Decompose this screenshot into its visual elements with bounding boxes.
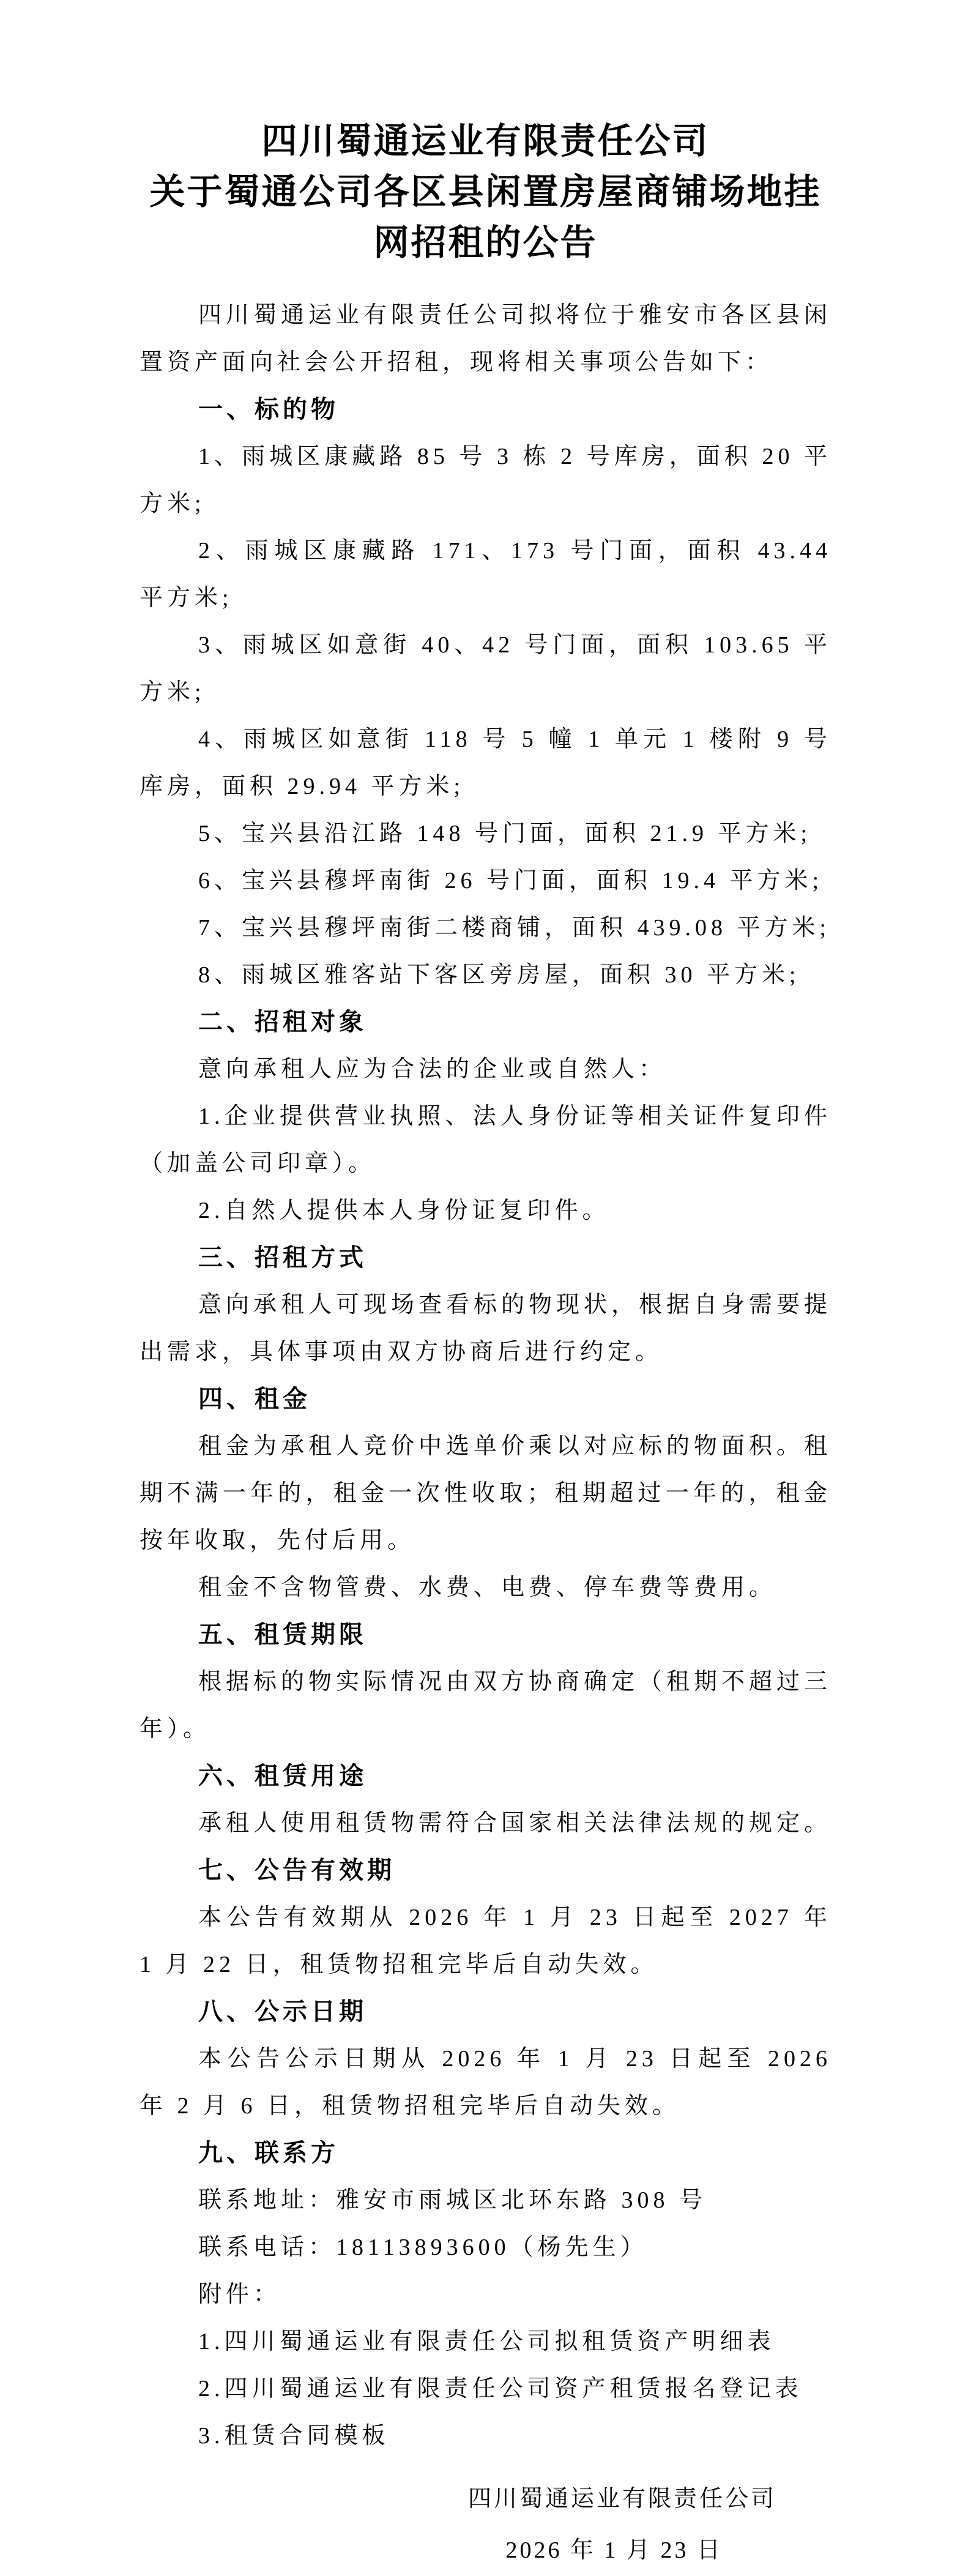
attachment-item-2: 2.四川蜀通运业有限责任公司资产租赁报名登记表 bbox=[198, 2375, 803, 2402]
document-body bbox=[140, 292, 831, 2460]
contact-address: 联系地址：雅安市雨城区北环东路 308 号 bbox=[198, 2187, 707, 2213]
rent-paragraph-1: 租金为承租人竞价中选单价乘以对应标的物面积。租期不满一年的，租金一次性收取；租期超过一年的，租金按年收取，先付后用。 bbox=[140, 1433, 832, 1553]
validity-period-paragraph: 本公告有效期从 2026 年 1 月 23 日起至 2027 年 1 月 22 日，租赁物招租完毕后自动失效。 bbox=[140, 1904, 831, 1977]
section-heading-rent: 四、租金 bbox=[198, 1385, 311, 1413]
section-heading-lease-term: 五、租赁期限 bbox=[198, 1621, 367, 1648]
subject-item-6: 6、宝兴县穆坪南街 26 号门面，面积 19.4 平方米; bbox=[198, 867, 824, 894]
lease-targets-intro: 意向承租人应为合法的企业或自然人： bbox=[198, 1056, 667, 1082]
document-title bbox=[140, 116, 831, 268]
lease-term-paragraph: 根据标的物实际情况由双方协商确定（租期不超过三年）。 bbox=[140, 1668, 832, 1742]
subject-item-7: 7、宝兴县穆坪南街二楼商铺，面积 439.08 平方米; bbox=[198, 914, 831, 941]
section-heading-contact: 九、联系方 bbox=[198, 2139, 339, 2167]
lease-targets-item-1: 1.企业提供营业执照、法人身份证等相关证件复印件（加盖公司印章）。 bbox=[140, 1103, 831, 1176]
subject-item-8: 8、雨城区雅客站下客区旁房屋，面积 30 平方米; bbox=[198, 961, 800, 988]
document-title-line-3: 网招租的公告 bbox=[373, 222, 598, 263]
publicity-date-paragraph: 本公告公示日期从 2026 年 1 月 23 日起至 2026 年 2 月 6 日，租赁物招租完毕后自动失效。 bbox=[140, 2045, 831, 2119]
lease-usage-paragraph: 承租人使用租赁物需符合国家相关法律法规的规定。 bbox=[198, 1810, 832, 1836]
section-heading-validity-period: 七、公告有效期 bbox=[198, 1856, 395, 1884]
lease-method-paragraph: 意向承租人可现场查看标的物现状，根据自身需要提出需求，具体事项由双方协商后进行约定。 bbox=[140, 1291, 832, 1365]
intro-paragraph: 四川蜀通运业有限责任公司拟将位于雅安市各区县闲置资产面向社会公开招租，现将相关事项公告如下： bbox=[140, 302, 832, 375]
subject-item-2: 2、雨城区康藏路 171、173 号门面，面积 43.44 平方米; bbox=[140, 537, 831, 611]
lease-targets-item-2: 2.自然人提供本人身份证复印件。 bbox=[198, 1197, 610, 1223]
subject-item-1: 1、雨城区康藏路 85 号 3 栋 2 号库房，面积 20 平方米; bbox=[140, 443, 831, 517]
subject-item-5: 5、宝兴县沿江路 148 号门面，面积 21.9 平方米; bbox=[198, 820, 812, 846]
signature-block bbox=[140, 2473, 831, 2576]
subject-item-3: 3、雨城区如意街 40、42 号门面，面积 103.65 平方米; bbox=[140, 632, 831, 705]
attachments-label: 附件： bbox=[198, 2281, 281, 2307]
signature-date: 2026 年 1 月 23 日 bbox=[505, 2537, 723, 2563]
contact-phone: 联系电话：18113893600（杨先生） bbox=[198, 2234, 648, 2260]
section-heading-subject-matter: 一、标的物 bbox=[198, 395, 339, 423]
attachment-item-1: 1.四川蜀通运业有限责任公司拟租赁资产明细表 bbox=[198, 2328, 775, 2354]
signature-company-name: 四川蜀通运业有限责任公司 bbox=[467, 2485, 776, 2512]
document-title-line-1: 四川蜀通运业有限责任公司 bbox=[261, 121, 710, 161]
section-heading-lease-targets: 二、招租对象 bbox=[198, 1008, 367, 1036]
section-heading-lease-usage: 六、租赁用途 bbox=[198, 1762, 367, 1790]
section-heading-lease-method: 三、招租方式 bbox=[198, 1244, 367, 1271]
attachment-item-3: 3.租赁合同模板 bbox=[198, 2422, 390, 2449]
rent-paragraph-2: 租金不含物管费、水费、电费、停车费等费用。 bbox=[198, 1574, 777, 1600]
section-heading-publicity-date: 八、公示日期 bbox=[198, 1998, 367, 2025]
subject-item-4: 4、雨城区如意街 118 号 5 幢 1 单元 1 楼附 9 号库房，面积 29.94 平方米; bbox=[140, 726, 831, 799]
document-title-line-2: 关于蜀通公司各区县闲置房屋商铺场地挂 bbox=[149, 171, 822, 212]
